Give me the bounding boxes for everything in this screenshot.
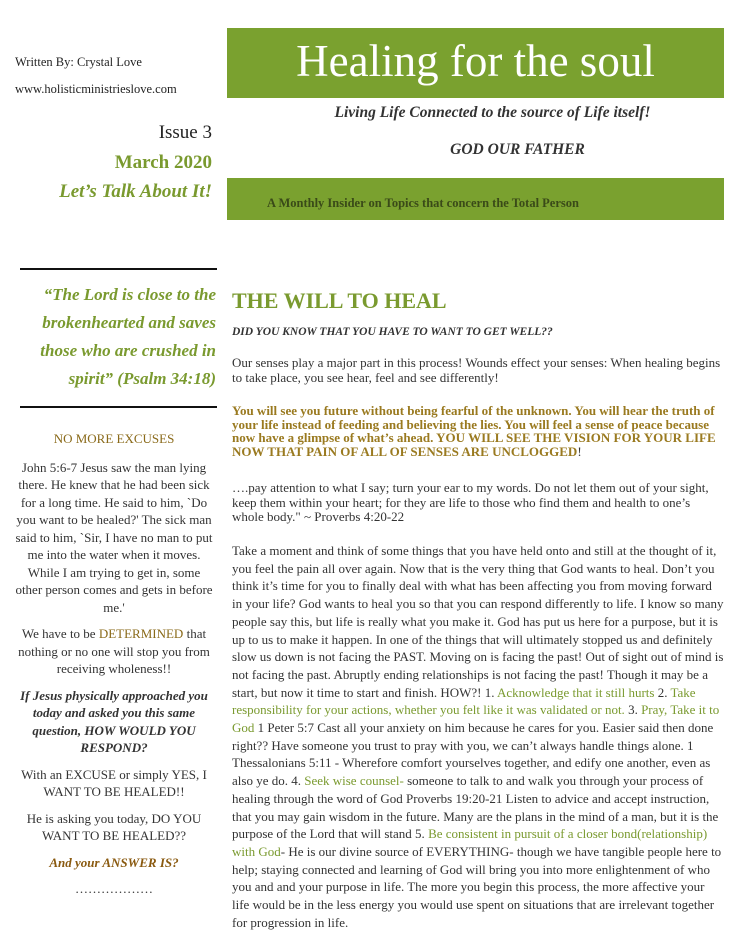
sidebar-determined	[14, 625, 214, 678]
sidebar-scripture: John 5:6-7 Jesus saw the man lying there. He knew that he had been sick for a long time. He said to him, `Do you want to be healed?' The sick man said to him, `Sir, I have no man to put me into the water when it moves. While I am trying to get in, some other person comes and gets in before me.'	[15, 459, 213, 615]
answer-word: ANSWER IS?	[102, 854, 179, 870]
sidebar-heading: NO MORE EXCUSES	[53, 431, 175, 446]
step-1-label: Acknowledge that it still hurts	[497, 684, 655, 700]
step-3-label: Pray, Take it to God	[232, 702, 720, 736]
vision-text: You will see you future without being fearful of the unknown. You will hear the truth of your life instead of feeding and believing the lies. You will feel a sense of peace because now have a glimpse of what’s ahead. YOU WILL SEE THE VISION FOR YOUR LIFE NOW THAT PAIN OF ALL OF SENSES ARE UNCLOGGED	[232, 403, 716, 459]
steps-text-f: - He is our divine source of EVERYTHING- though we have tangible people here to help; staying connected and learning of God will bring you into more enlightenment of who you and and your purpose in life. The more you begin this process, the more affective your life would be in the less energy you would use spent on situations that are irrelevant together for progression in life.	[232, 843, 722, 930]
banner-bottom-bar	[227, 178, 724, 220]
author-byline: Written By: Crystal Love	[15, 55, 142, 69]
sidebar-answer	[14, 854, 214, 872]
issue-number: Issue 3	[158, 122, 212, 143]
sidebar-excuse: With an EXCUSE or simply YES, I WANT TO BE HEALED!!	[21, 766, 207, 799]
steps-text-d: 1 Peter 5:7 Cast all your anxiety on him because he cares for you. Easier said then done right?? Have someone you trust to pray with you, we can’t always handle things alone. 1 Thessalonians 5:11 - Wherefore comfort yourselves together, and edify one another, even as also ye do. 4.	[232, 720, 714, 789]
website-link[interactable]: www.holisticministrieslove.com	[15, 82, 177, 96]
sidebar	[14, 430, 214, 907]
answer-pre: And your	[49, 854, 103, 870]
sidebar-asking: He is asking you today, DO YOU WANT TO BE HEALED??	[26, 810, 202, 843]
banner-subtitle: A Monthly Insider on Topics that concern the Total Person	[267, 196, 579, 210]
determined-post: that nothing or no one will stop you from receiving wholeness!!	[18, 626, 210, 676]
article-paragraph-healing-steps	[232, 542, 724, 931]
steps-text-a: Take a moment and think of some things that you have held onto and still at the thought of it, you feel the pain all over again. Now that is the very thing that God wants to heal. Don’t you think it’s time for you to finally deal with what has been affecting you from moving forward in your life? God wants to heal you so that you can respond differently to life. I know so many people say this, but life is really what you make it. God has put us here for a purpose, but it is up to us to make it happen. In one of the things that will ultimately stopped us and definitely slow us down is not facing the PAST. Moving on is facing the past! Out of sight out of mind is not facing the past. Abruptly ending relationships is not facing the past! Though it may be a start, but now it time to start and finish. HOW?! 1.	[232, 543, 724, 700]
determined-pre: We have to be	[21, 626, 99, 641]
step-5-label: Be consistent in pursuit of a closer bond(relationship) with God	[232, 826, 708, 859]
determined-word: DETERMINED	[98, 626, 184, 641]
article-paragraph-vision	[232, 404, 722, 458]
steps-text-b: 2.	[654, 684, 671, 700]
article-title: THE WILL TO HEAL	[232, 288, 447, 313]
article-paragraph-senses: Our senses play a major part in this process! Wounds effect your senses: When healing begins to take place, you see hear, feel and see differently!	[232, 355, 721, 385]
issue-date: March 2020	[114, 152, 212, 173]
step-4-label: Seek wise counsel-	[304, 773, 404, 789]
tagline: Living Life Connected to the source of Life itself!	[334, 104, 651, 121]
article-paragraph-proverbs: ….pay attention to what I say; turn your ear to my words. Do not let them out of your sight, keep them within your heart; for they are life to those who find them and health to one’s whole body." ~ Proverbs 4:20-22	[232, 480, 709, 524]
step-2-label: Take responsibility for your actions, whether you felt like it was validated or not.	[232, 684, 696, 718]
vision-tail: !	[577, 443, 582, 459]
steps-text-e: someone to talk to and walk you through your process of healing through the word of God Proverbs 19:20-21 Listen to advice and accept instruction, that you may gain wisdom in the future. Many are the plans in the mind of a man, but it is the purpose of the Lord that will stand 5.	[232, 773, 719, 842]
newsletter-title: Healing for the soul	[296, 36, 655, 86]
sidebar-question: If Jesus physically approached you today and asked you this same question, HOW WOULD YOU RESPOND?	[20, 687, 208, 755]
quote-divider-bottom	[20, 406, 217, 408]
steps-text-c: 3.	[624, 702, 642, 718]
scripture-quote: “The Lord is close to the brokenhearted and saves those who are crushed in spirit” (Psalm 34:18)	[40, 285, 216, 388]
article-subtitle: DID YOU KNOW THAT YOU HAVE TO WANT TO GET WELL??	[232, 326, 553, 338]
banner-subheading: GOD OUR FATHER	[450, 141, 585, 158]
quote-divider-top	[20, 268, 217, 270]
sidebar-dots: ………………	[75, 881, 153, 896]
slogan: Let’s Talk About It!	[59, 181, 212, 202]
